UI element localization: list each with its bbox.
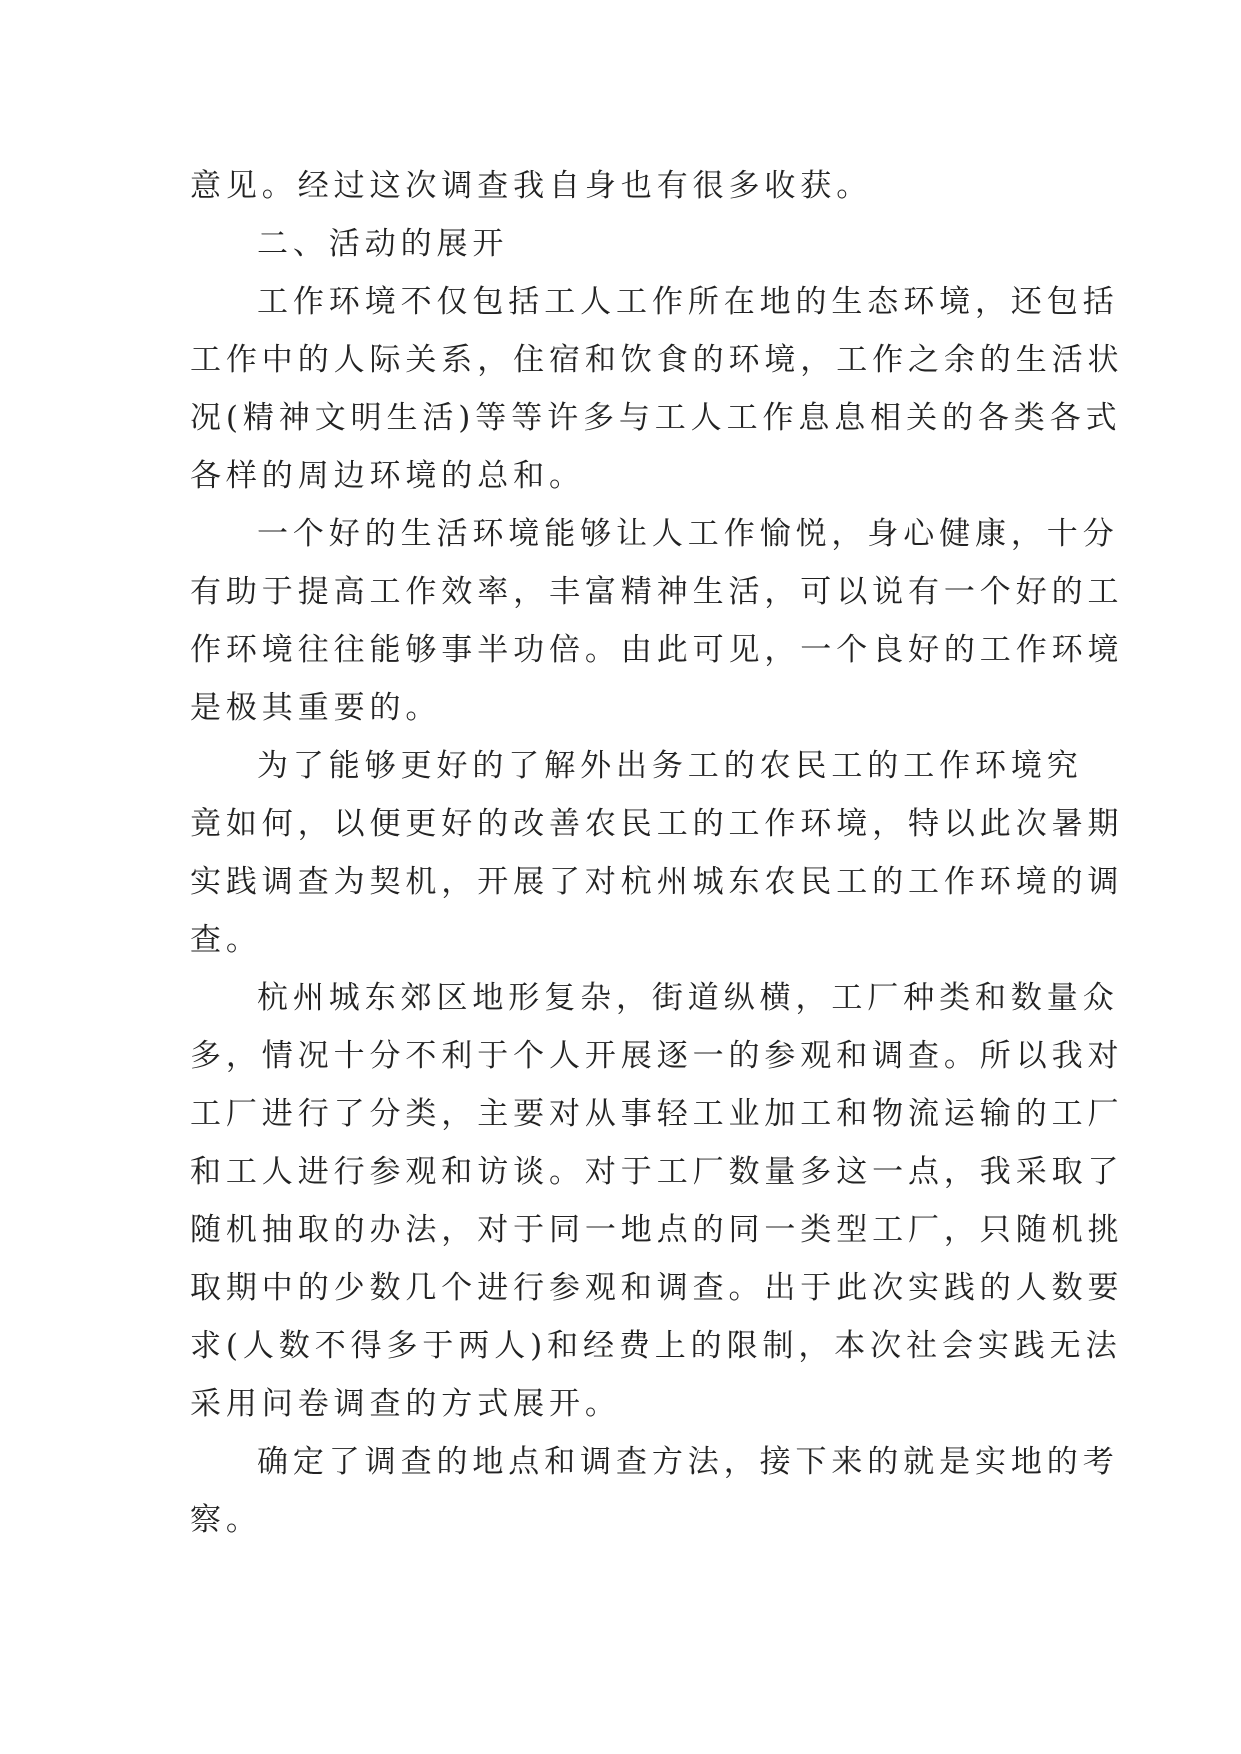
text-line: 察。 bbox=[190, 1502, 262, 1538]
text-line: 有助于提高工作效率，丰富精神生活，可以说有一个好的工 bbox=[190, 574, 1124, 610]
text-line: 意见。经过这次调查我自身也有很多收获。 bbox=[190, 168, 873, 204]
text-line: 多，情况十分不利于个人开展逐一的参观和调查。所以我对 bbox=[190, 1038, 1124, 1074]
text-line: 求(人数不得多于两人)和经费上的限制，本次社会实践无法 bbox=[190, 1328, 1122, 1364]
text-line: 为了能够更好的了解外出务工的农民工的工作环境究 bbox=[257, 748, 1083, 784]
text-line: 取期中的少数几个进行参观和调查。出于此次实践的人数要 bbox=[190, 1270, 1124, 1306]
text-line: 工作中的人际关系，住宿和饮食的环境，工作之余的生活状 bbox=[190, 342, 1124, 378]
text-line: 工作环境不仅包括工人工作所在地的生态环境，还包括 bbox=[257, 284, 1119, 320]
text-line: 杭州城东郊区地形复杂，街道纵横，工厂种类和数量众 bbox=[257, 980, 1119, 1016]
text-line: 竟如何，以便更好的改善农民工的工作环境，特以此次暑期 bbox=[190, 806, 1124, 842]
text-line: 和工人进行参观和访谈。对于工厂数量多这一点，我采取了 bbox=[190, 1154, 1124, 1190]
section-heading: 二、活动的展开 bbox=[257, 226, 509, 262]
text-line: 作环境往往能够事半功倍。由此可见，一个良好的工作环境 bbox=[190, 632, 1124, 668]
text-line: 是极其重要的。 bbox=[190, 690, 442, 726]
text-line: 查。 bbox=[190, 922, 262, 958]
text-line: 况(精神文明生活)等等许多与工人工作息息相关的各类各式 bbox=[190, 400, 1122, 436]
text-line: 采用问卷调查的方式展开。 bbox=[190, 1386, 621, 1422]
text-line: 各样的周边环境的总和。 bbox=[190, 458, 585, 494]
text-line: 一个好的生活环境能够让人工作愉悦，身心健康，十分 bbox=[257, 516, 1119, 552]
text-line: 确定了调查的地点和调查方法，接下来的就是实地的考 bbox=[257, 1444, 1119, 1480]
text-line: 工厂进行了分类，主要对从事轻工业加工和物流运输的工厂 bbox=[190, 1096, 1124, 1132]
text-line: 实践调查为契机，开展了对杭州城东农民工的工作环境的调 bbox=[190, 864, 1124, 900]
text-line: 随机抽取的办法，对于同一地点的同一类型工厂，只随机挑 bbox=[190, 1212, 1124, 1248]
